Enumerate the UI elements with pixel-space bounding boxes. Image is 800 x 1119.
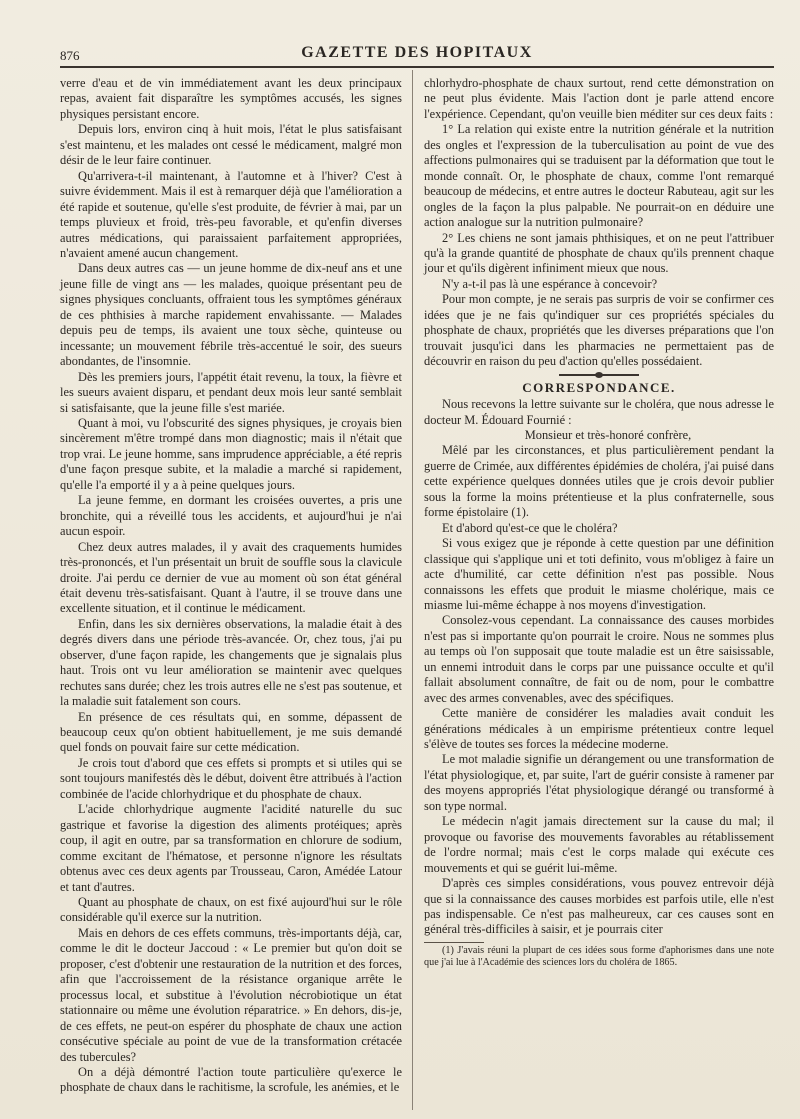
left-column	[60, 76, 402, 1096]
paragraph: Et d'abord qu'est-ce que le choléra?	[442, 520, 618, 535]
paragraph: Consolez-vous cependant. La connaissance des causes morbides n'est pas si importante qu'on pourrait le croire. Nous ne sommes plus au temps où l'on supposait que toute maladie est un être saisissable, un ennemi introduit dans le corps par une puissance occulte et qu'il fallait absolument connaître, de fait ou de nom, pour le combattre avec des armes convenables, avec des spécifiques.	[424, 613, 774, 705]
paragraph: Le mot maladie signifie un dérangement ou une transformation de l'état physiologique, et, par suite, l'art de guérir consiste à ramener par des moyens appropriés l'état physiologique dérangé ou transformé à son type normal.	[424, 752, 774, 813]
paragraph: 1° La relation qui existe entre la nutrition générale et la nutrition des ongles et l'expression de la tuberculisation au point de vue des affections pulmonaires qui se traduisent par la déformation que tout le monde connaît. Or, le phosphate de chaux, comme l'ont remarqué beaucoup de médecins, et entre autres le docteur Rabuteau, agit sur les ongles de la façon la plus palpable. Ne pourrait-on en déduire une action analogue sur la nutrition pulmonaire?	[424, 122, 774, 230]
footnote: (1) J'avais réuni la plupart de ces idées sous forme d'aphorismes dans une note que j'ai lue à l'Académie des sciences lors du choléra de 1865.	[424, 944, 774, 968]
journal-title: GAZETTE DES HOPITAUX	[301, 44, 533, 61]
paragraph: La jeune femme, en dormant les croisées ouvertes, a pris une bronchite, qui a réveillé tous les accidents, et aujourd'hui je n'ai aucun espoir.	[60, 493, 402, 539]
paragraph: Mêlé par les circonstances, et plus particulièrement pendant la guerre de Crimée, aux différentes épidémies de choléra, j'ai puisé dans cette expérience quelques données utiles que je crois devoir publier sous la forme la moins prétentieuse et la plus confraternelle, sous forme épistolaire (1).	[424, 443, 774, 520]
paragraph: Mais en dehors de ces effets communs, très-importants déjà, car, comme le dit le docteur Jaccoud : « Le premier but qu'on doit se proposer, c'est d'obtenir une restauration de la nutrition et des forces, afin que l'accroissement de la résistance organique arrête le processus local, et substitue à l'évolution nécrobiotique un état stationnaire ou même une évolution réparatrice. » En dehors, dis-je, de ces effets, ne peut-on espérer du phosphate de chaux une action consécutive spéciale au point de vue de la transformation crétacée des tubercules?	[60, 925, 402, 1064]
right-column	[424, 76, 774, 969]
paragraph: D'après ces simples considérations, vous pouvez entrevoir déjà que si la connaissance des causes morbides est parfois utile, elle n'est pas indispensable. Ce n'est pas malheureux, car ces causes sont en général très-difficiles à saisir, et je pourrais citer	[424, 876, 774, 937]
paragraph: chlorhydro-phosphate de chaux surtout, rend cette démonstration on ne peut plus évidente. Mais l'action dont je parle attend encore l'expérience. Cependant, qu'on veuille bien méditer sur ces deux faits :	[424, 76, 774, 121]
header-rule	[60, 66, 774, 68]
footnote-rule	[424, 942, 484, 943]
paragraph: Dès les premiers jours, l'appétit était revenu, la toux, la fièvre et les sueurs avaient disparu, et pendant deux mois leur santé semblait si satisfaisante, que la jeune fille s'est mariée.	[60, 369, 402, 415]
page-header	[60, 44, 774, 64]
paragraph: N'y a-t-il pas là une espérance à concevoir?	[442, 276, 658, 291]
paragraph: Le médecin n'agit jamais directement sur la cause du mal; il provoque ou favorise des mouvements favorables au rétablissement de l'ordre normal; mais c'est le corps malade qui exécute ces mouvements et qui se guérit lui-même.	[424, 814, 774, 875]
paragraph: L'acide chlorhydrique augmente l'acidité naturelle du suc gastrique et favorise la digestion des aliments protéiques; après coup, il agit en outre, par sa transformation en chlorure de sodium, comme excitant de l'hématose, et personne n'ignore les résultats obtenus avec ces deux agents par Trousseau, Caron, Amédée Latour et tant d'autres.	[60, 802, 402, 894]
paragraph: 2° Les chiens ne sont jamais phthisiques, et on ne peut l'attribuer qu'à la grande quantité de phosphate de chaux qu'ils prennent chaque jour et qu'ils digèrent infiniment mieux que nous.	[424, 230, 774, 276]
paragraph: Dans deux autres cas — un jeune homme de dix-neuf ans et une jeune fille de vingt ans — les malades, quoique présentant peu de signes physiques concluants, offraient tous les symptômes généraux de ces phthisies à marche rapidement envahissante. — Malades depuis peu de temps, ils avaient une toux sèche, quinteuse ou incessante; un mouvement fébrile très-accentué le soir, des sueurs abondantes, de l'insomnie.	[60, 261, 402, 369]
paragraph: Nous recevons la lettre suivante sur le choléra, que nous adresse le docteur M. Édouard Fournié :	[424, 397, 774, 427]
section-separator	[559, 374, 639, 376]
paragraph: On a déjà démontré l'action toute particulière qu'exerce le phosphate de chaux dans le rachitisme, la scrofule, les anémies, et le	[60, 1065, 402, 1095]
paragraph: Quant au phosphate de chaux, on est fixé aujourd'hui sur le rôle considérable qu'il exerce sur la nutrition.	[60, 895, 402, 925]
paragraph: Pour mon compte, je ne serais pas surpris de voir se confirmer ces idées que je ne fais qu'indiquer sur ces propriétés spéciales du phosphate de chaux, propriétés que les diverses préparations que l'on trouvait jusqu'ici dans les pharmacies ne permettaient pas de découvrir en raison du peu d'action qu'elles possédaient.	[424, 292, 774, 369]
paragraph: Quant à moi, vu l'obscurité des signes physiques, je croyais bien sincèrement m'être trompé dans mon diagnostic; mais il n'était que trop vrai. Le jeune homme, sans imprudence appréciable, a été repris d'une façon presque subite, et la maladie a marché si rapidement, qu'elle l'a emporté il y a à peine quelques jours.	[60, 415, 402, 492]
paragraph: Je crois tout d'abord que ces effets si prompts et si utiles qui se sont toujours manifestés dès le début, doivent être attribués à l'action combinée de l'acide chlorhydrique et du phosphate de chaux.	[60, 755, 402, 801]
paragraph: Cette manière de considérer les maladies avait conduit les générations médicales à un empirisme prétentieux contre lequel s'élève de toutes ses forces la médecine moderne.	[424, 706, 774, 752]
paragraph: Enfin, dans les six dernières observations, la maladie était à des degrés divers dans une période très-avancée. Or, chez tous, j'ai pu observer, d'une façon rapide, les changements que je signalais plus haut. Trois ont vu leur amélioration se maintenir avec quelques rechutes sans durée; chez les trois autres elle ne s'est pas soutenue, et la maladie suit fatalement son cours.	[60, 616, 402, 709]
page-number: 876	[60, 48, 80, 63]
column-divider	[412, 70, 413, 1110]
salutation: Monsieur et très-honoré confrère,	[524, 427, 692, 442]
paragraph: Qu'arrivera-t-il maintenant, à l'automne et à l'hiver? C'est à suivre évidemment. Mais il est à remarquer déjà que l'amélioration a été rapide et soutenue, qu'elle s'est produite, de février à mai, par un temps pluvieux et froid, très-peu favorable, et qu'enfin diverses autres médications, qui paraissaient parfaitement appropriées, n'avaient amené aucun changement.	[60, 168, 402, 260]
paragraph: Depuis lors, environ cinq à huit mois, l'état le plus satisfaisant s'est maintenu, et les malades ont cessé le médicament, malgré mon désir de le leur faire continuer.	[60, 122, 402, 168]
section-heading: CORRESPONDANCE.	[522, 379, 676, 395]
paragraph: En présence de ces résultats qui, en somme, dépassent de beaucoup ceux qu'on obtient habituellement, je me suis demandé quel fonds on pouvait faire sur cette médication.	[60, 709, 402, 755]
paragraph: Si vous exigez que je réponde à cette question par une définition classique qui s'applique uni et toti definito, vous m'obligez à faire un acte d'humilité, car cette définition n'est pas possible. Nous connaissons les effets que produit le miasme cholérique, mais ce miasme lui-même échappe à nos moyens d'investigation.	[424, 536, 774, 612]
paragraph: Chez deux autres malades, il y avait des craquements humides très-prononcés, et l'un présentait un bruit de souffle sous la clavicule droite. J'ai perdu ce dernier de vue au moment où son état général était devenu très-satisfaisant. Quant à l'autre, il se trouve dans une excellente situation, et il continue le médicament.	[60, 539, 402, 616]
paragraph: verre d'eau et de vin immédiatement avant les deux principaux repas, avaient fait disparaître les symptômes accusés, les signes physiques persistant encore.	[60, 76, 402, 121]
